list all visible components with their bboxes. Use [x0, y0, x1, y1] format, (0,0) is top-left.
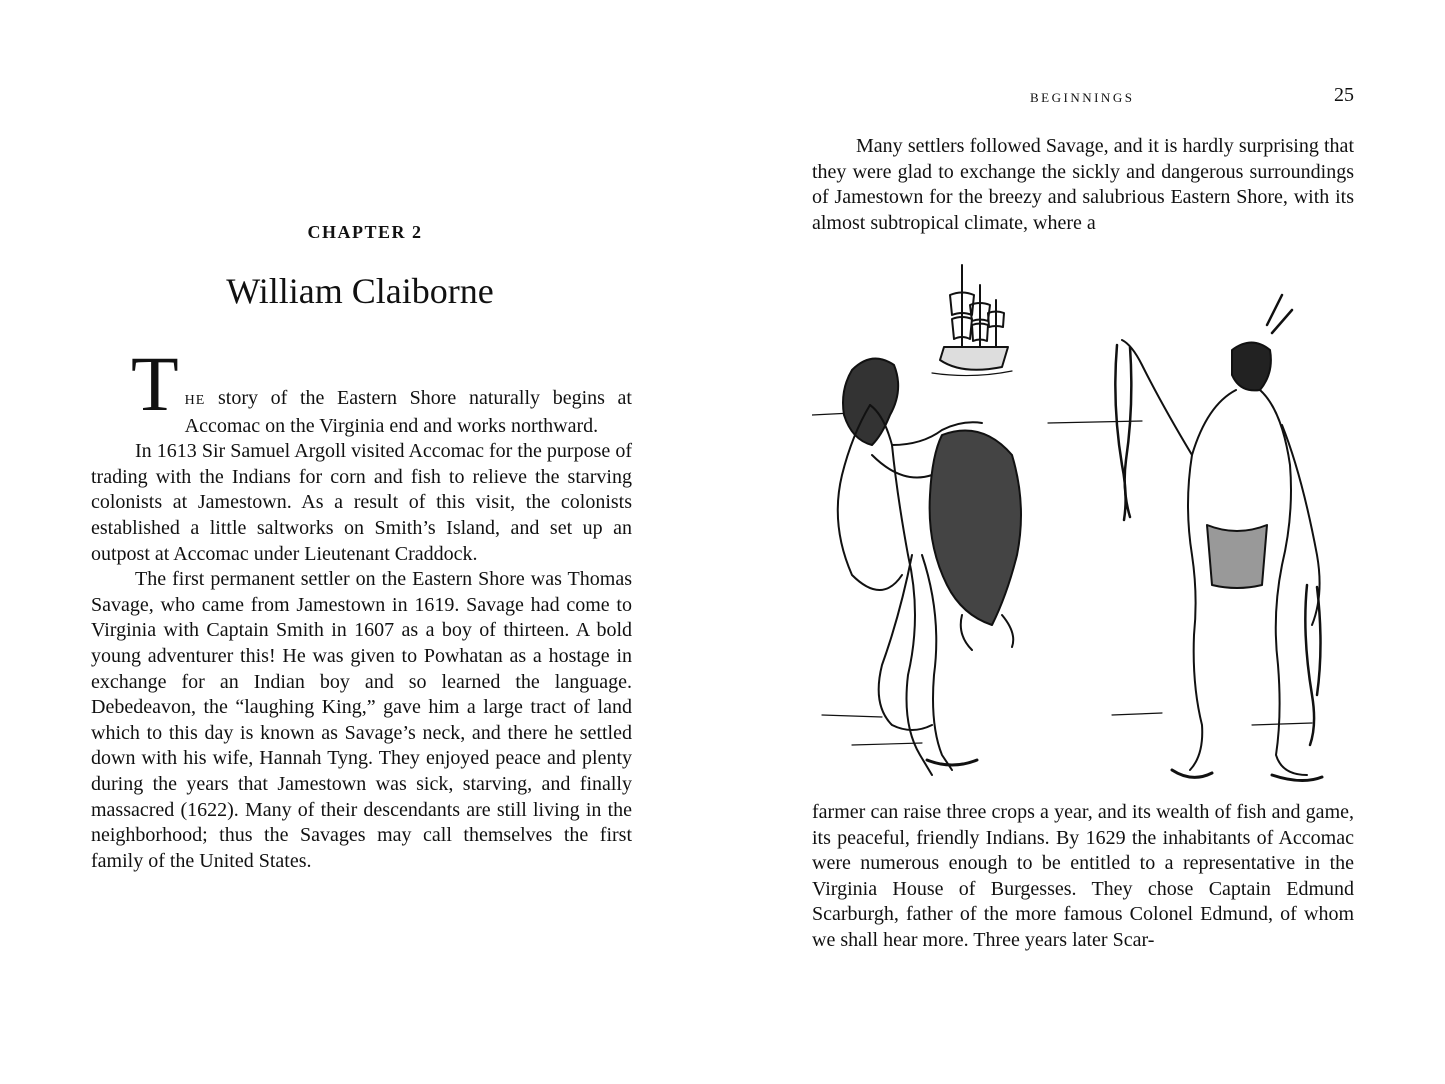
ship-drawing	[932, 265, 1012, 376]
settler-and-indian-illustration	[812, 255, 1357, 790]
page-number: 25	[1334, 84, 1354, 106]
right-bottom-text	[812, 800, 1354, 954]
right-page	[722, 0, 1445, 1084]
chapter-body	[91, 340, 632, 874]
drop-cap: T	[131, 340, 179, 427]
paragraph-1	[91, 340, 632, 439]
small-caps-word: HE	[184, 393, 206, 408]
left-page	[0, 0, 722, 1084]
bear-skin-drawing	[930, 431, 1021, 651]
paragraph-3: The first permanent settler on the Eastern Shore was Thomas Savage, who came from Jamestown in 1619. Savage had come to Virginia with Captain Smith in 1607 as a boy of thirteen. A bold young adventurer this! He was given to Powhatan as a hostage in exchange for an Indian boy and so learned the language. Debedeavon, the “laughing King,” gave him a large tract of land which to this day is known as Savage’s neck, and there he settled down with his wife, Hannah Tyng. They enjoyed peace and plenty during the years that Jamestown was sick, starving, and finally massacred (1622). Many of their descendants are still living in the neighborhood; thus the Savages may call themselves the first family of the United States.	[91, 568, 632, 872]
indian-figure	[1122, 295, 1322, 781]
paragraph-2: In 1613 Sir Samuel Argoll visited Accomac for the purpose of trading with the Indians for corn and fish to relieve the starving colonists at Jamestown. As a result of this visit, the colonists established a little saltworks on Smith’s Island, and set up an outpost at Accomac under Lieutenant Craddock.	[91, 440, 632, 565]
paragraph-1-text: story of the Eastern Shore naturally begins at Accomac on the Virginia end and works northward.	[184, 387, 632, 437]
right-top-text	[812, 134, 1354, 236]
chapter-title: William Claiborne	[226, 271, 494, 311]
bottom-paragraph: farmer can raise three crops a year, and its wealth of fish and game, its peaceful, friendly Indians. By 1629 the inhabitants of Accomac were numerous enough to be entitled to a representative in the Virginia House of Burgesses. They chose Captain Edmund Scarburgh, father of the more famous Colonel Edmund, of whom we shall hear more. Three years later Scar-	[812, 801, 1354, 951]
chapter-label: CHAPTER 2	[307, 222, 423, 242]
running-head: BEGINNINGS	[1030, 90, 1135, 105]
top-paragraph: Many settlers followed Savage, and it is hardly surprising that they were glad to exchange the sickly and dangerous surroundings of Jamestown for the breezy and salubrious Eastern Shore, with its almost subtropical climate, where a	[812, 135, 1354, 234]
